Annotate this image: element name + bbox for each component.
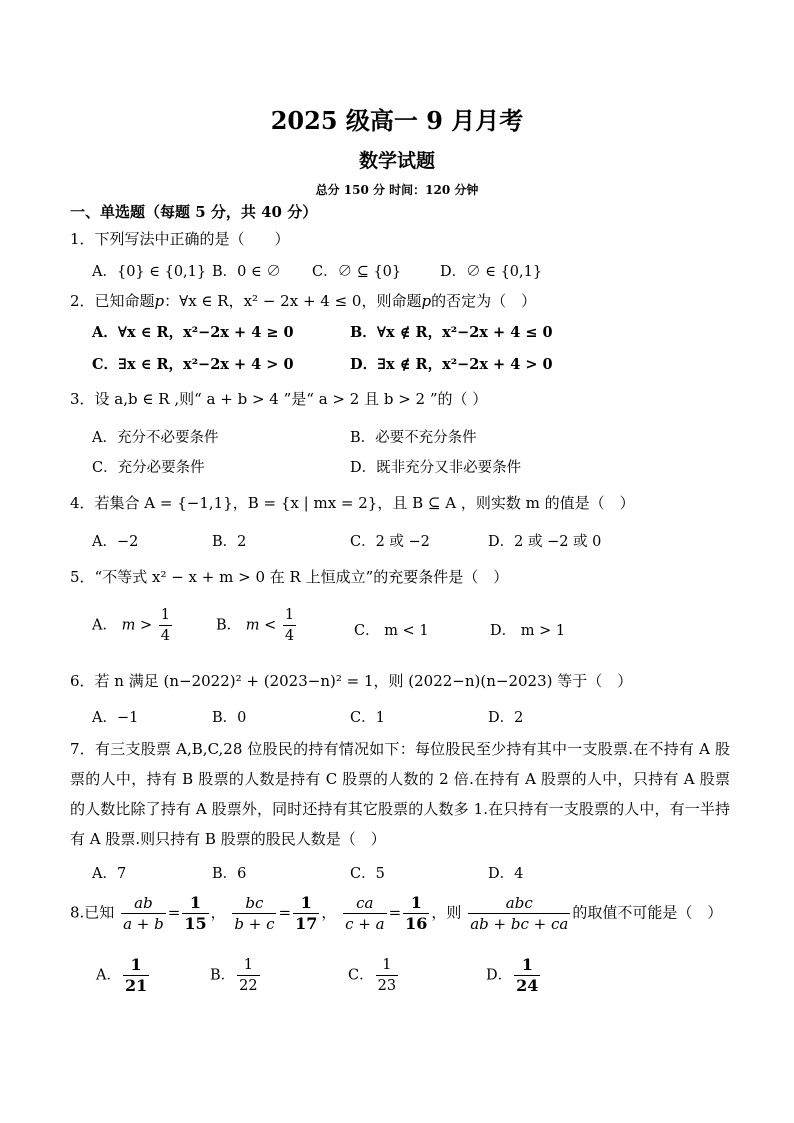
q2-option-a: A．∀x ∈ R，x²−2x + 4 ≥ 0 [92,324,294,341]
q6-option-a: A．−1 [92,710,139,726]
q6-option-b: B．0 [212,710,247,726]
q8-option-b [210,955,262,996]
frac-den: b + c [234,915,275,933]
q5-option-a [92,605,174,646]
q8-option-d-label: D． [486,967,513,984]
q3-option-c: C．充分必要条件 [92,460,205,476]
q5-option-b-expr: m < [245,617,277,634]
q8-option-c [348,955,400,996]
q8-option-d-fraction [514,955,540,996]
q2-stem [70,290,536,311]
q1-option-a: A．{0} ∈ {0,1} [92,264,207,280]
q2-option-d: D．∃x ∉ R，x²−2x + 4 > 0 [350,356,553,373]
q1-option-b: B．0 ∈ ∅ [212,264,281,280]
q5-option-d: D． m > 1 [490,623,566,639]
frac-num: bc [232,893,276,914]
q8-option-b-label: B． [210,967,236,984]
q2-stem-d: p [421,292,432,310]
q6-option-c: C．1 [350,710,385,726]
q5-option-c: C． m < 1 [354,623,429,639]
q8-option-a-fraction [123,955,149,996]
q2-option-b: B．∀x ∉ R，x²−2x + 4 ≤ 0 [350,324,553,341]
frac-den: 16 [405,914,428,933]
q8-frac-2 [232,893,276,934]
q5-option-a-expr: m > [121,617,153,634]
q8-frac-4 [468,893,570,934]
frac-den: 17 [295,914,318,933]
q2-option-c: C．∃x ∈ R，x²−2x + 4 > 0 [92,356,294,373]
frac-den: c + a [345,915,385,933]
q8-option-a [96,955,151,996]
frac-num: 1 [159,605,172,626]
exam-title: 2025 级高一 9 月月考 [270,106,524,135]
frac-den: 24 [516,976,539,995]
q2-stem-b: p [154,292,165,310]
q6-stem: 6．若 n 满足 (n−2022)² + (2023−n)² = 1，则 (2022−n)(n−2023) 等于（ ） [70,672,633,690]
q2-stem-c: ：∀x ∈ R，x² − 2x + 4 ≤ 0，则命题 [164,292,422,310]
q1-stem: 1．下列写法中正确的是（ ） [70,230,290,248]
frac-den: 4 [160,628,170,644]
q8-option-b-fraction [237,955,259,996]
q8-frac-3 [343,893,386,934]
frac-num: 1 [237,955,259,976]
frac-num: 1 [376,955,398,976]
frac-num: ab [121,893,166,914]
q5-option-b-label: B． [216,617,242,634]
q5-stem: 5．“不等式 x² − x + m > 0 在 R 上恒成立”的充要条件是（ ） [70,568,509,586]
q5-option-a-fraction [159,605,172,646]
frac-num: 1 [293,893,319,914]
frac-den: 22 [239,978,258,994]
q3-option-d: D．既非充分又非必要条件 [350,460,522,476]
frac-num: 1 [123,955,149,976]
q4-option-d: D．2 或 −2 或 0 [488,534,602,550]
q8-label: 8.已知 [70,903,115,922]
q5-option-a-label: A． [92,617,117,634]
frac-num: 1 [182,893,208,914]
frac-den: 4 [284,628,295,644]
q4-option-a: A．−2 [92,534,139,550]
q8-frac-3-value [403,893,429,934]
q8-stem: 8.已知 $\frac{ab}{a + b}$ = $\frac{1}{15}$ ， $\frac{bc}{b + c}$ = $\frac{1}{17}$ ， $\frac{ca}{c + a}$ = $\frac{1}{16}$ ，则 $\frac{\text{abc}}{ab + bc + ca}$ 的取值不可能是（ ） [70,893,723,933]
q5-option-b [216,605,298,646]
q2-stem-e: 的否定为（ ） [431,292,537,310]
q8-then: ，则 [431,903,462,922]
q3-stem: 3．设 a,b ∈ R ,则“ a + b > 4 ”是“ a > 2 且 b > 2 ”的（ ） [70,390,488,408]
q8-option-d [486,955,542,996]
q1-option-c: C．∅ ⊆ {0} [312,264,402,280]
q8-tail: 的取值不可能是（ ） [572,903,723,922]
frac-num: 1 [403,893,429,914]
q4-option-b: B．2 [212,534,247,550]
frac-den: ab + bc + ca [470,915,569,933]
q8-frac-1 [121,893,166,934]
q7-option-d: D．4 [488,866,524,882]
frac-den: a + b [123,915,164,933]
frac-num: abc [468,893,570,914]
exam-subtitle: 数学试题 [358,150,435,172]
q8-option-c-label: C． [348,967,374,984]
section-heading: 一、单选题（每题 5 分，共 40 分） [70,203,318,221]
frac-num: 1 [514,955,540,976]
q4-stem: 4．若集合 A = {−1,1}，B = {x | mx = 2}，且 B ⊆ A ，则实数 m 的值是（ ） [70,494,635,512]
q8-option-a-label: A． [96,967,121,984]
q4-option-c: C．2 或 −2 [350,534,430,550]
q7-text: 7．有三支股票 A,B,C,28 位股民的持有情况如下：每位股民至少持有其中一支股票.在不持有 A 股票的人中，持有 B 股票的人数是持有 C 股票的人数的 2 倍.在持有 A 股票的人中，只持有 A 股票的人数比除了持有 A 股票外，同时还持有其它股票的人数多 1.在只持有一支股票的人中，有一半持有 A 股票.则只持有 B 股票的股民人数是（ ） [70,740,730,848]
frac-den: 21 [124,976,148,995]
q5-option-b-fraction [283,605,296,646]
q7-option-b: B．6 [212,866,247,882]
q3-option-a: A．充分不必要条件 [92,430,219,446]
frac-den: 23 [377,978,397,994]
q7-option-c: C．5 [350,866,385,882]
q2-stem-a: 2．已知命题 [70,292,155,310]
q8-frac-1-value [182,893,208,934]
frac-num: ca [343,893,386,914]
frac-den: 15 [184,914,207,933]
q7-option-a: A．7 [92,866,127,882]
exam-info: 总分 150 分 时间：120 分钟 [315,183,479,197]
frac-num: 1 [283,605,296,626]
q1-option-d: D．∅ ∈ {0,1} [440,264,543,280]
q8-frac-2-value [293,893,319,934]
q6-option-d: D．2 [488,710,524,726]
q8-option-c-fraction [376,955,398,996]
q3-option-b: B．必要不充分条件 [350,430,477,446]
